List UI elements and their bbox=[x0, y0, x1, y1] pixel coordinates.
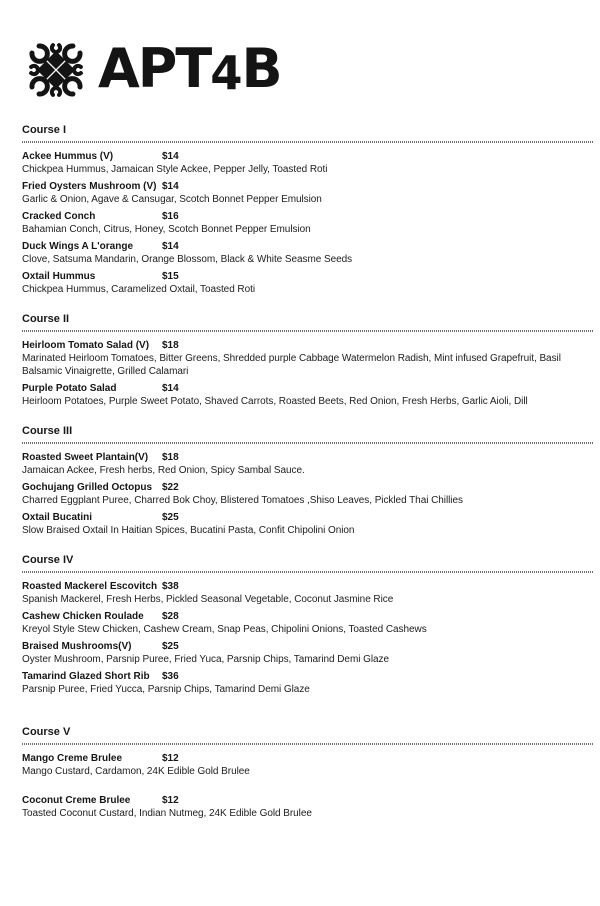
course-section bbox=[22, 554, 593, 696]
course-title: Course III bbox=[22, 425, 73, 437]
menu-item-header bbox=[22, 180, 593, 193]
menu-item-name: Oxtail Hummus bbox=[22, 271, 96, 282]
brand-wordmark-digit: 4 bbox=[210, 46, 242, 100]
menu-item-description: Charred Eggplant Puree, Charred Bok Choy, Blistered Tomatoes ,Shiso Leaves, Pickled Thai Chillies bbox=[22, 495, 463, 506]
course-title: Course I bbox=[22, 124, 67, 136]
menu-item bbox=[22, 640, 593, 666]
menu-item-header bbox=[22, 150, 593, 163]
menu-item-price: $14 bbox=[162, 181, 179, 192]
brand-logo bbox=[25, 37, 593, 100]
menu-item-description: Marinated Heirloom Tomatoes, Bitter Greens, Shredded purple Cabbage Watermelon Radish, Mint infused Grapefruit, Basil Balsamic Vinaigrette, Grilled Calamari bbox=[22, 353, 561, 377]
menu-item bbox=[22, 794, 593, 820]
menu-item-header bbox=[22, 670, 593, 683]
menu-item-description: Clove, Satsuma Mandarin, Orange Blossom, Black & White Seasme Seeds bbox=[22, 254, 353, 265]
menu-item-name: Braised Mushrooms(V) bbox=[22, 641, 132, 652]
course-title: Course IV bbox=[22, 554, 74, 566]
course-title: Course V bbox=[22, 726, 71, 738]
menu-item-header bbox=[22, 580, 593, 593]
menu-item-name: Fried Oysters Mushroom (V) bbox=[22, 181, 157, 192]
menu-item-name: Heirloom Tomato Salad (V) bbox=[22, 340, 150, 351]
menu-item-name: Coconut Creme Brulee bbox=[22, 795, 131, 806]
menu-item-header bbox=[22, 610, 593, 623]
menu-item-name: Ackee Hummus (V) bbox=[22, 151, 114, 162]
menu-item-name: Oxtail Bucatini bbox=[22, 512, 93, 523]
menu-item-price: $15 bbox=[162, 271, 179, 282]
course-section bbox=[22, 124, 593, 296]
menu-item-header bbox=[22, 210, 593, 223]
menu-item-header bbox=[22, 794, 593, 807]
menu-item-description: Spanish Mackerel, Fresh Herbs, Pickled Seasonal Vegetable, Coconut Jasmine Rice bbox=[22, 594, 394, 605]
menu-item-header bbox=[22, 270, 593, 283]
course-title: Course II bbox=[22, 313, 70, 325]
menu-item-header bbox=[22, 640, 593, 653]
course-section bbox=[22, 726, 593, 820]
ornamental-diamond-crest-icon bbox=[25, 41, 87, 99]
menu-item bbox=[22, 270, 593, 296]
menu-sections bbox=[22, 124, 593, 820]
menu-item-description: Oyster Mushroom, Parsnip Puree, Fried Yuca, Parsnip Chips, Tamarind Demi Glaze bbox=[22, 654, 389, 665]
menu-item-header bbox=[22, 240, 593, 253]
menu-item-price: $28 bbox=[162, 611, 179, 622]
dotted-divider bbox=[22, 330, 593, 332]
menu-item-name: Cracked Conch bbox=[22, 211, 96, 222]
menu-item-price: $14 bbox=[162, 383, 179, 394]
course-section bbox=[22, 425, 593, 537]
menu-item bbox=[22, 481, 593, 507]
menu-item bbox=[22, 180, 593, 206]
menu-item-name: Purple Potato Salad bbox=[22, 383, 117, 394]
menu-item-description: Slow Braised Oxtail In Haitian Spices, Bucatini Pasta, Confit Chipolini Onion bbox=[22, 525, 355, 536]
brand-wordmark-prefix: APT bbox=[98, 37, 211, 100]
menu-item-price: $18 bbox=[162, 340, 179, 351]
menu-item-description: Toasted Coconut Custard, Indian Nutmeg, 24K Edible Gold Brulee bbox=[22, 808, 312, 819]
menu-item-header bbox=[22, 339, 593, 352]
dotted-divider bbox=[22, 571, 593, 573]
menu-item-name: Roasted Sweet Plantain(V) bbox=[22, 452, 149, 463]
menu-item-description: Mango Custard, Cardamon, 24K Edible Gold Brulee bbox=[22, 766, 250, 777]
menu-item-name: Mango Creme Brulee bbox=[22, 753, 123, 764]
menu-item-price: $22 bbox=[162, 482, 179, 493]
brand-wordmark-suffix: B bbox=[241, 37, 281, 100]
menu-item-name: Cashew Chicken Roulade bbox=[22, 611, 144, 622]
menu-item bbox=[22, 150, 593, 176]
menu-item-price: $36 bbox=[162, 671, 179, 682]
menu-item-description: Heirloom Potatoes, Purple Sweet Potato, Shaved Carrots, Roasted Beets, Red Onion, Fresh Herbs, Garlic Aioli, Dill bbox=[22, 396, 528, 407]
brand-wordmark bbox=[98, 37, 281, 100]
menu-item bbox=[22, 382, 593, 408]
menu-item-name: Roasted Mackerel Escovitch bbox=[22, 581, 158, 592]
menu-item-price: $14 bbox=[162, 151, 179, 162]
menu-item-price: $14 bbox=[162, 241, 179, 252]
menu-item-description: Garlic & Onion, Agave & Cansugar, Scotch Bonnet Pepper Emulsion bbox=[22, 194, 322, 205]
menu-item-description: Chickpea Hummus, Jamaican Style Ackee, Pepper Jelly, Toasted Roti bbox=[22, 164, 328, 175]
menu-item-price: $38 bbox=[162, 581, 179, 592]
course-section bbox=[22, 313, 593, 408]
menu-item-price: $16 bbox=[162, 211, 179, 222]
menu-item-price: $25 bbox=[162, 512, 179, 523]
menu-item bbox=[22, 670, 593, 696]
menu-item-description: Bahamian Conch, Citrus, Honey, Scotch Bonnet Pepper Emulsion bbox=[22, 224, 311, 235]
menu-item bbox=[22, 511, 593, 537]
menu-item-name: Tamarind Glazed Short Rib bbox=[22, 671, 150, 682]
menu-item-header bbox=[22, 511, 593, 524]
menu-item-header bbox=[22, 451, 593, 464]
dotted-divider bbox=[22, 743, 593, 745]
menu-item bbox=[22, 580, 593, 606]
menu-item bbox=[22, 210, 593, 236]
menu-item-description: Jamaican Ackee, Fresh herbs, Red Onion, Spicy Sambal Sauce. bbox=[22, 465, 305, 476]
menu-item bbox=[22, 339, 593, 378]
menu-item-price: $12 bbox=[162, 753, 179, 764]
menu-item-name: Gochujang Grilled Octopus bbox=[22, 482, 153, 493]
dotted-divider bbox=[22, 442, 593, 444]
menu-item-description: Parsnip Puree, Fried Yucca, Parsnip Chips, Tamarind Demi Glaze bbox=[22, 684, 310, 695]
menu-item-header bbox=[22, 752, 593, 765]
menu-item-price: $18 bbox=[162, 452, 179, 463]
menu-item-header bbox=[22, 382, 593, 395]
menu-item bbox=[22, 240, 593, 266]
menu-item bbox=[22, 451, 593, 477]
menu-item-price: $12 bbox=[162, 795, 179, 806]
menu-item bbox=[22, 752, 593, 778]
dotted-divider bbox=[22, 141, 593, 143]
menu-item-header bbox=[22, 481, 593, 494]
menu-item bbox=[22, 610, 593, 636]
menu-item-description: Kreyol Style Stew Chicken, Cashew Cream, Snap Peas, Chipolini Onions, Toasted Cashews bbox=[22, 624, 427, 635]
menu-item-description: Chickpea Hummus, Caramelized Oxtail, Toasted Roti bbox=[22, 284, 256, 295]
menu-item-name: Duck Wings A L'orange bbox=[22, 241, 134, 252]
menu-item-price: $25 bbox=[162, 641, 179, 652]
